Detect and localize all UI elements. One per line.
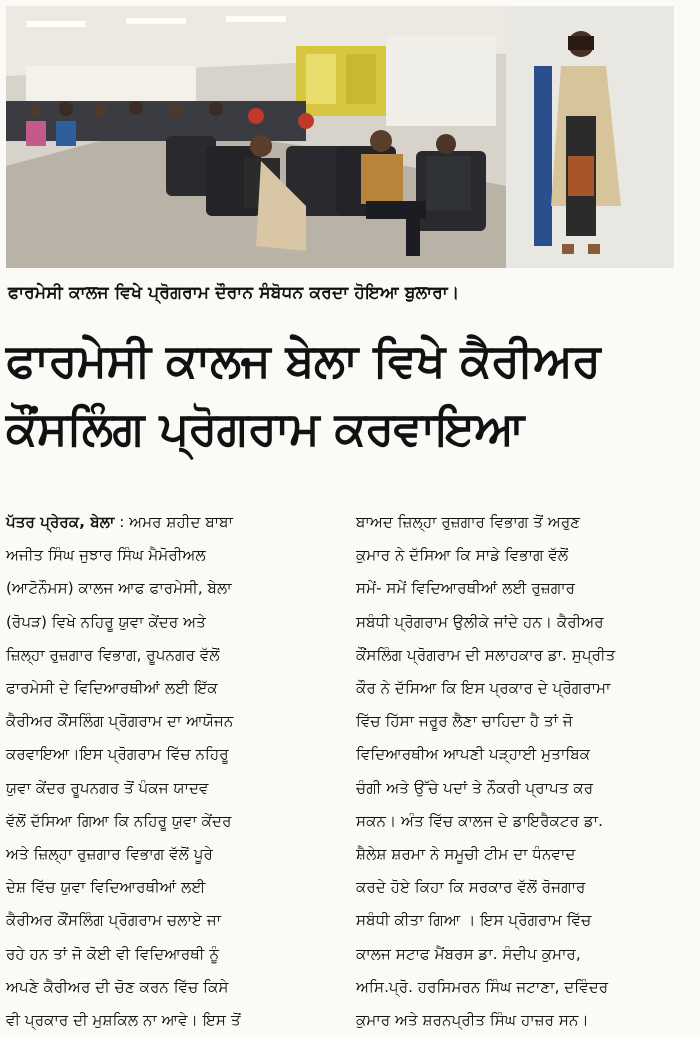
- right-line: ਸਬੰਧੀ ਪ੍ਰੋਗਰਾਮ ਉਲੀਕੇ ਜਾਂਦੇ ਹਨ। ਕੈਰੀਅਰ: [356, 612, 604, 631]
- left-line: ਕਰਵਾਇਆ।ਇਸ ਪ੍ਰੋਗਰਾਮ ਵਿੱਚ ਨਹਿਰੂ: [6, 745, 229, 764]
- headline-line-2: ਕੌਂਸਲਿੰਗ ਪ੍ਰੋਗਰਾਮ ਕਰਵਾਇਆ: [6, 401, 524, 455]
- right-line: ਵਿੱਚ ਹਿੱਸਾ ਜਰੂਰ ਲੈਣਾ ਚਾਹਿਦਾ ਹੈ ਤਾਂ ਜੋ: [356, 712, 573, 731]
- right-line: ਅਸਿ.ਪ੍ਰੋ. ਹਰਸਿਮਰਨ ਸਿੰਘ ਜਟਾਣਾ, ਦਵਿੰਦਰ: [356, 977, 609, 996]
- right-line: ਕੌਂਸਲਿੰਗ ਪ੍ਰੋਗਰਾਮ ਦੀ ਸਲਾਹਕਾਰ ਡਾ. ਸੁਪ੍ਰੀਤ: [356, 645, 616, 664]
- right-line: ਸਬੰਧੀ ਕੀਤਾ ਗਿਆ । ਇਸ ਪ੍ਰੋਗਰਾਮ ਵਿੱਚ: [356, 911, 592, 930]
- right-line: ਸਮੇਂ- ਸਮੇਂ ਵਿਦਿਆਰਥੀਆਂ ਲਈ ਰੁਜ਼ਗਾਰ: [356, 579, 576, 598]
- left-line: ਕੈਰੀਅਰ ਕੌਂਸਲਿੰਗ ਪ੍ਰੋਗਰਾਮ ਦਾ ਆਯੋਜਨ: [6, 712, 234, 731]
- right-line: ਸ਼ੈਲੇਸ਼ ਸ਼ਰਮਾ ਨੇ ਸਮੂਚੀ ਟੀਮ ਦਾ ਧੰਨਵਾਦ: [356, 845, 576, 864]
- article-column-left: [6, 506, 336, 1037]
- left-line-1: [6, 506, 336, 539]
- left-line: (ਆਟੋਨੌਮਸ) ਕਾਲਜ ਆਫ ਫਾਰਮੇਸੀ, ਬੇਲਾ: [6, 579, 232, 598]
- right-line: ਵਿਦਿਆਰਥੀਅ ਆਪਣੀ ਪੜ੍ਹਾਈ ਮੁਤਾਬਿਕ: [356, 745, 591, 764]
- right-line: ਕੁਮਾਰ ਨੇ ਦੱਸਿਆ ਕਿ ਸਾਡੇ ਵਿਭਾਗ ਵੱਲੋਂ: [356, 546, 569, 565]
- left-line: ਅਜੀਤ ਸਿੰਘ ਜੁਝਾਰ ਸਿੰਘ ਮੈਮੋਰੀਅਲ: [6, 546, 206, 565]
- photo-caption: ਫਾਰਮੇਸੀ ਕਾਲਜ ਵਿਖੇ ਪ੍ਰੋਗਰਾਮ ਦੌਰਾਨ ਸੰਬੋਧਨ ਕਰਦਾ ਹੋਇਆ ਬੁਲਾਰਾ।: [8, 283, 460, 303]
- left-line: ਦੇਸ਼ ਵਿੱਚ ਯੁਵਾ ਵਿਦਿਆਰਥੀਆਂ ਲਈ: [6, 878, 206, 897]
- right-line: ਕੁਮਾਰ ਅਤੇ ਸ਼ਰਨਪ੍ਰੀਤ ਸਿੰਘ ਹਾਜ਼ਰ ਸਨ।: [356, 1011, 589, 1030]
- right-line: ਚੰਗੀ ਅਤੇ ਉੱਚੇ ਪਦਾਂ ਤੇ ਨੌਕਰੀ ਪ੍ਰਾਪਤ ਕਰ: [356, 778, 594, 797]
- right-line: ਸਕਨ। ਅੰਤ ਵਿੱਚ ਕਾਲਜ ਦੇ ਡਾਇਰੈਕਟਰ ਡਾ.: [356, 811, 603, 830]
- article-column-right: [356, 506, 686, 1037]
- left-line: ਕੈਰੀਅਰ ਕੌਂਸਲਿੰਗ ਪ੍ਰੋਗਰਾਮ ਚਲਾਏ ਜਾ: [6, 911, 222, 930]
- left-line: ਯੁਵਾ ਕੇਂਦਰ ਰੂਪਨਗਰ ਤੋਂ ਪੰਕਜ ਯਾਦਵ: [6, 778, 209, 797]
- left-line: ਜ਼ਿਲ੍ਹਾ ਰੁਜ਼ਗਾਰ ਵਿਭਾਗ, ਰੂਪਨਗਰ ਵੱਲੋਂ: [6, 645, 220, 664]
- headline-line-1: ਫਾਰਮੇਸੀ ਕਾਲਜ ਬੇਲਾ ਵਿਖੇ ਕੈਰੀਅਰ: [6, 333, 601, 387]
- right-line: ਕਰਦੇ ਹੋਏ ਕਿਹਾ ਕਿ ਸਰਕਾਰ ਵੱਲੋਂ ਰੋਜਗਾਰ: [356, 878, 586, 897]
- left-line: ਫਾਰਮੇਸੀ ਦੇ ਵਿਦਿਆਰਥੀਆਂ ਲਈ ਇੱਕ: [6, 679, 218, 698]
- headline: [6, 326, 678, 462]
- left-line-1-text: : ਅਮਰ ਸ਼ਹੀਦ ਬਾਬਾ: [119, 513, 233, 531]
- right-line: ਬਾਅਦ ਜ਼ਿਲ੍ਹਾ ਰੁਜ਼ਗਾਰ ਵਿਭਾਗ ਤੋਂ ਅਰੁਣ: [356, 513, 581, 531]
- left-line: ਅਪਣੇ ਕੈਰੀਅਰ ਦੀ ਚੋਣ ਕਰਨ ਵਿੱਚ ਕਿਸੇ: [6, 977, 229, 996]
- event-photo: [6, 6, 674, 268]
- left-line: ਵੱਲੋਂ ਦੱਸਿਆ ਗਿਆ ਕਿ ਨਹਿਰੂ ਯੁਵਾ ਕੇਂਦਰ: [6, 811, 232, 830]
- right-line: ਕਾਲਜ ਸਟਾਫ ਮੈਂਬਰਸ ਡਾ. ਸੰਦੀਪ ਕੁਮਾਰ,: [356, 944, 581, 963]
- right-line: ਕੌਰ ਨੇ ਦੱਸਿਆ ਕਿ ਇਸ ਪ੍ਰਕਾਰ ਦੇ ਪ੍ਰੋਗਰਾਮਾ: [356, 679, 611, 698]
- left-line: ਵੀ ਪ੍ਰਕਾਰ ਦੀ ਮੁਸ਼ਕਿਲ ਨਾ ਆਵੇ। ਇਸ ਤੋਂ: [6, 1011, 241, 1030]
- dateline: ਪੱਤਰ ਪ੍ਰੇਰਕ, ਬੇਲਾ: [6, 513, 115, 531]
- left-line: (ਰੋਪੜ) ਵਿਖੇ ਨਹਿਰੂ ਯੁਵਾ ਕੇਂਦਰ ਅਤੇ: [6, 612, 206, 631]
- left-line: ਅਤੇ ਜ਼ਿਲ੍ਹਾ ਰੁਜ਼ਗਾਰ ਵਿਭਾਗ ਵੱਲੋਂ ਪੂਰੇ: [6, 845, 213, 864]
- left-line: ਰਹੇ ਹਨ ਤਾਂ ਜੋ ਕੋਈ ਵੀ ਵਿਦਿਆਰਥੀ ਨੂੰ: [6, 944, 220, 963]
